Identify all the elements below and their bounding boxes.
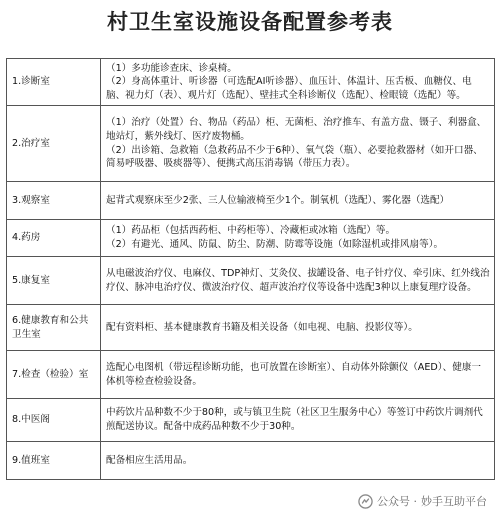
table-row xyxy=(7,220,495,257)
equipment-line: 起背式观察床至少2张、三人位输液椅至少1个。制氧机（选配）、雾化器（选配） xyxy=(106,194,450,206)
room-name-cell xyxy=(7,106,101,182)
equipment-line: 中药饮片品种数不少于80种，或与镇卫生院（社区卫生服务中心）等签订中药饮片调剂代煎配送协议。配备中成药品种数不少于30种。 xyxy=(106,407,483,432)
equipment-cell xyxy=(101,220,495,257)
room-name-cell xyxy=(7,59,101,106)
room-name: 7.检查（检验）室 xyxy=(12,368,89,380)
config-table xyxy=(6,58,495,480)
wechat-official-account-icon xyxy=(358,494,373,509)
table-row xyxy=(7,257,495,305)
room-name: 2.治疗室 xyxy=(12,137,50,149)
equipment-line: 从电磁波治疗仪、电麻仪、TDP神灯、艾灸仪、拔罐设备、电子针疗仪、牵引床、红外线治疗仪、脉冲电治疗仪、微波治疗仪、超声波治疗仪等设备中选配3种以上康复理疗设备。 xyxy=(106,267,490,293)
equipment-line: （2）有避光、通风、防鼠、防尘、防潮、防霉等设施（如除湿机或排风扇等）。 xyxy=(106,239,444,250)
equipment-cell xyxy=(101,305,495,351)
equipment-line: （1）治疗（处置）台、物品（药品）柜、无菌柜、治疗推车、有盖方盘、镊子、利器盒、地站灯，紫外线灯、医疗废物桶。 xyxy=(106,117,487,142)
watermark-prefix: 公众号 · xyxy=(377,495,417,508)
room-name-cell xyxy=(7,399,101,442)
room-name-cell xyxy=(7,220,101,257)
room-name: 5.康复室 xyxy=(12,274,50,286)
equipment-line: 选配心电图机（带远程诊断功能，也可放置在诊断室）、自动体外除颤仪（AED）、健康一体机等检查检验设备。 xyxy=(106,361,481,387)
table-row xyxy=(7,59,495,106)
equipment-cell xyxy=(101,442,495,480)
room-name: 3.观察室 xyxy=(12,194,50,206)
table-row xyxy=(7,442,495,480)
document-title: 村卫生室设施设备配置参考表 xyxy=(107,10,393,34)
equipment-line: （1）多功能诊查床、诊桌椅。 xyxy=(106,62,237,74)
table-row xyxy=(7,305,495,351)
table-row xyxy=(7,399,495,442)
equipment-cell xyxy=(101,399,495,442)
table-row xyxy=(7,106,495,182)
room-name: 8.中医阁 xyxy=(12,414,50,426)
room-name-cell xyxy=(7,182,101,220)
equipment-line: 配备相应生活用品。 xyxy=(106,454,193,466)
room-name: 9.值班室 xyxy=(12,454,50,466)
equipment-line: （2）身高体重计、听诊器（可选配AI听诊器）、血压计、体温计、压舌板、血糖仪、电脑、视力灯（表）、观片灯（选配）、壁挂式全科诊断仪（选配）、检眼镜（选配）等。 xyxy=(106,76,472,101)
room-name-cell xyxy=(7,257,101,305)
table-row xyxy=(7,351,495,399)
equipment-line: （2）出诊箱、急救箱（急救药品不少于6种）、氧气袋（瓶）、必要抢救器材（如开口器、简易呼吸器、吸痰器等）、便携式高压消毒锅（带压力表）。 xyxy=(106,144,483,170)
equipment-line: 配有资料柜、基本健康教育书籍及相关设备（如电视、电脑、投影仪等）。 xyxy=(106,321,418,333)
table-row xyxy=(7,182,495,220)
equipment-cell xyxy=(101,59,495,106)
equipment-cell xyxy=(101,257,495,305)
room-name: 1.诊断室 xyxy=(12,76,50,88)
room-name-cell xyxy=(7,442,101,480)
equipment-line: （1）药品柜（包括西药柜、中药柜等）、冷藏柜或冰箱（选配）等。 xyxy=(106,225,396,237)
equipment-cell xyxy=(101,351,495,399)
room-name-cell xyxy=(7,305,101,351)
equipment-cell xyxy=(101,182,495,220)
watermark xyxy=(355,492,490,510)
room-name-cell xyxy=(7,351,101,399)
room-name: 6.健康教育和公共卫生室 xyxy=(12,314,89,340)
room-name: 4.药房 xyxy=(12,232,41,244)
watermark-account-name: 妙手互助平台 xyxy=(421,495,487,508)
equipment-cell xyxy=(101,106,495,182)
config-table-body xyxy=(7,59,495,480)
